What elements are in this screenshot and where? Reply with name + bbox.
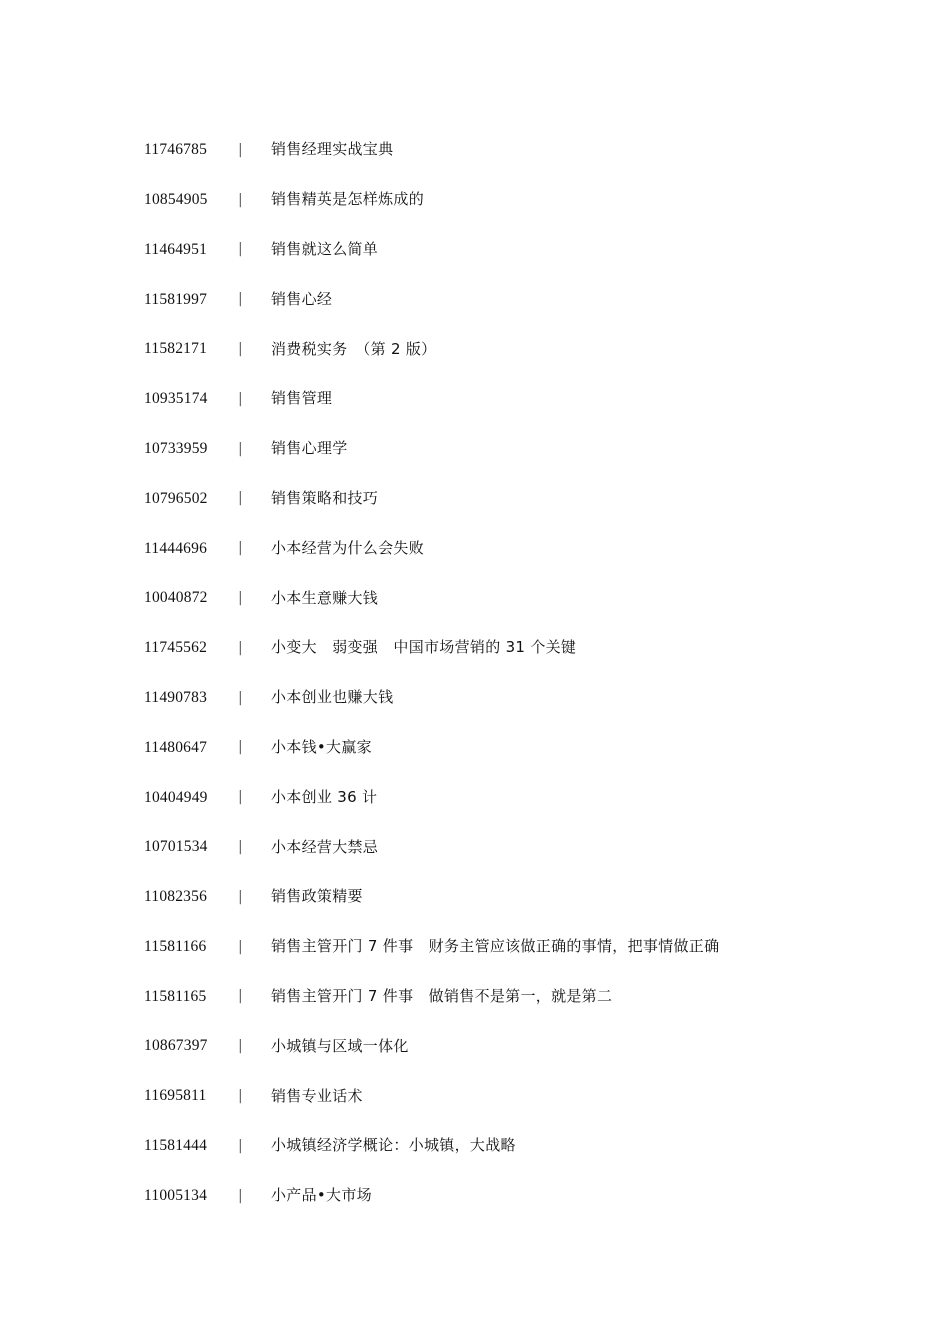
book-code: 11581444 xyxy=(144,1137,208,1155)
book-code: 11480647 xyxy=(144,738,208,756)
book-title: 销售心理学 xyxy=(271,439,348,458)
list-item xyxy=(144,1071,904,1121)
separator: | xyxy=(238,1038,243,1055)
book-code: 10040872 xyxy=(144,589,208,607)
book-code: 11745562 xyxy=(144,639,208,657)
list-item xyxy=(144,772,904,822)
separator: | xyxy=(238,739,243,756)
separator: | xyxy=(238,988,243,1005)
separator: | xyxy=(238,390,243,407)
book-title: 小本经营为什么会失败 xyxy=(271,538,425,557)
book-title: 小本创业也赚大钱 xyxy=(271,688,394,707)
separator: | xyxy=(238,540,243,557)
book-title: 销售主管开门 7 件事 财务主管应该做正确的事情，把事情做正确 xyxy=(271,937,720,956)
list-item xyxy=(144,1121,904,1171)
separator: | xyxy=(238,341,243,358)
book-title: 小变大 弱变强 中国市场营销的 31 个关键 xyxy=(271,638,577,657)
book-title: 消费税实务 （第 2 版） xyxy=(271,339,437,358)
list-item xyxy=(144,723,904,773)
book-title: 小产品•大市场 xyxy=(271,1186,372,1205)
book-title: 销售经理实战宝典 xyxy=(271,140,394,159)
separator: | xyxy=(238,839,243,856)
book-title: 销售就这么简单 xyxy=(271,239,379,258)
list-item xyxy=(144,822,904,872)
separator: | xyxy=(238,888,243,905)
book-code: 10733959 xyxy=(144,439,208,457)
book-list xyxy=(144,125,904,1221)
separator: | xyxy=(238,241,243,258)
list-item xyxy=(144,274,904,324)
book-code: 11464951 xyxy=(144,240,208,258)
separator: | xyxy=(238,1088,243,1105)
book-code: 10935174 xyxy=(144,390,208,408)
separator: | xyxy=(238,639,243,656)
book-code: 11581166 xyxy=(144,937,207,955)
separator: | xyxy=(238,938,243,955)
list-item xyxy=(144,424,904,474)
separator: | xyxy=(238,1137,243,1154)
list-item xyxy=(144,1171,904,1221)
list-item xyxy=(144,374,904,424)
list-item xyxy=(144,872,904,922)
list-item xyxy=(144,474,904,524)
separator: | xyxy=(238,291,243,308)
book-code: 10404949 xyxy=(144,788,208,806)
book-code: 10854905 xyxy=(144,190,208,208)
separator: | xyxy=(238,590,243,607)
list-item xyxy=(144,523,904,573)
book-title: 销售心经 xyxy=(271,289,333,308)
book-title: 小本生意赚大钱 xyxy=(271,588,379,607)
book-code: 11490783 xyxy=(144,688,208,706)
book-code: 11695811 xyxy=(144,1087,207,1105)
book-title: 销售政策精要 xyxy=(271,887,363,906)
book-code: 11581997 xyxy=(144,290,208,308)
separator: | xyxy=(238,191,243,208)
book-title: 销售策略和技巧 xyxy=(271,488,379,507)
book-code: 11082356 xyxy=(144,888,208,906)
book-code: 10796502 xyxy=(144,489,208,507)
list-item xyxy=(144,175,904,225)
list-item xyxy=(144,324,904,374)
list-item xyxy=(144,972,904,1022)
book-code: 10701534 xyxy=(144,838,208,856)
separator: | xyxy=(238,1187,243,1204)
list-item xyxy=(144,1021,904,1071)
separator: | xyxy=(238,440,243,457)
book-title: 小本钱•大赢家 xyxy=(271,737,372,756)
list-item xyxy=(144,573,904,623)
separator: | xyxy=(238,689,243,706)
book-title: 销售管理 xyxy=(271,389,333,408)
list-item xyxy=(144,673,904,723)
book-title: 销售主管开门 7 件事 做销售不是第一，就是第二 xyxy=(271,986,613,1005)
book-code: 11582171 xyxy=(144,340,208,358)
book-title: 销售精英是怎样炼成的 xyxy=(271,190,425,209)
book-code: 11444696 xyxy=(144,539,208,557)
book-code: 11581165 xyxy=(144,987,207,1005)
book-code: 10867397 xyxy=(144,1037,208,1055)
list-item xyxy=(144,225,904,275)
book-code: 11746785 xyxy=(144,141,208,159)
list-item xyxy=(144,125,904,175)
book-title: 小本创业 36 计 xyxy=(271,787,378,806)
separator: | xyxy=(238,789,243,806)
book-code: 11005134 xyxy=(144,1186,208,1204)
list-item xyxy=(144,623,904,673)
list-item xyxy=(144,922,904,972)
separator: | xyxy=(238,141,243,158)
separator: | xyxy=(238,490,243,507)
book-title: 销售专业话术 xyxy=(271,1086,363,1105)
book-title: 小城镇经济学概论：小城镇，大战略 xyxy=(271,1136,516,1155)
book-title: 小城镇与区域一体化 xyxy=(271,1036,409,1055)
book-title: 小本经营大禁忌 xyxy=(271,837,379,856)
